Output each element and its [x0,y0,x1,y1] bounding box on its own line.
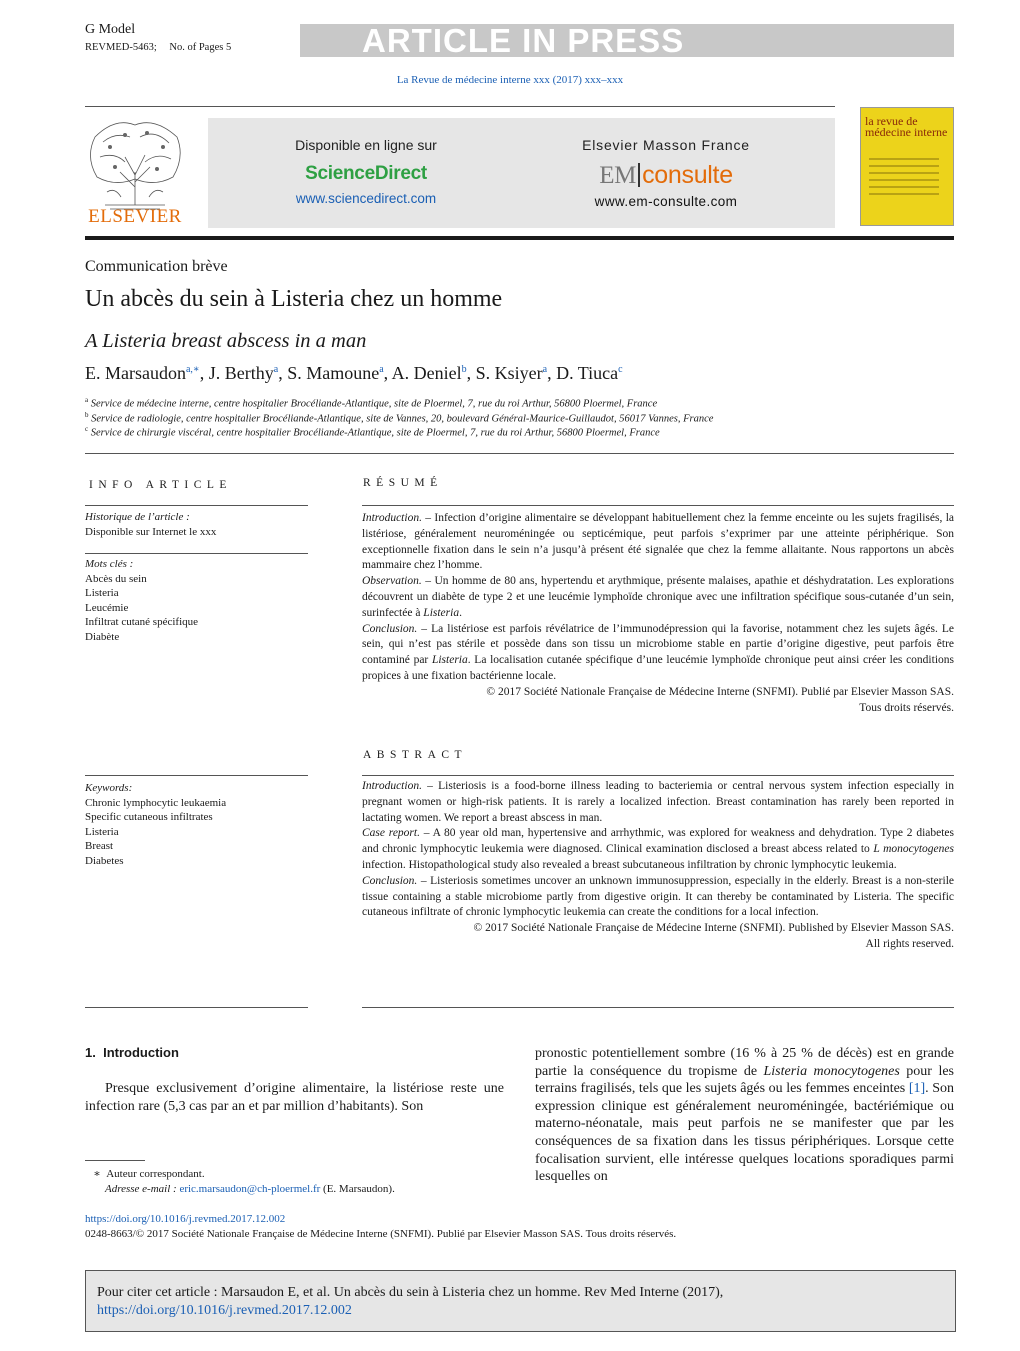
info-divider [85,1007,308,1008]
cover-title: la revue de médecine interne [865,114,948,139]
keyword: Diabète [85,630,120,643]
email-link[interactable]: eric.marsaudon@ch-ploermel.fr [179,1182,321,1195]
resume-divider [362,505,954,506]
header-thick-divider [85,236,954,240]
available-online-label: Disponible en ligne sur [295,137,437,153]
sciencedirect-block [256,118,476,206]
article-history: Historique de l’article : Disponible sur Internet le xxx [85,511,217,538]
journal-cover-thumbnail[interactable] [860,107,954,226]
resume-copyright: © 2017 Société Nationale Française de Médecine Interne (SNFMI). Publié par Elsevier Masson SAS. [486,685,954,698]
article-ref [85,42,241,53]
doi-block [85,1212,676,1242]
corresponding-author-footnote: ∗ Auteur correspondant. Adresse e-mail : eric.marsaudon@ch-ploermel.fr (E. Marsaudon). [93,1168,395,1195]
author[interactable]: S. Ksiyer [475,363,543,383]
keywords-fr: Mots clés : Abcès du sein Listeria Leucémie Infiltrat cutané spécifique Diabète [85,557,308,644]
article-type: Communication brève [85,258,228,275]
body-paragraph-left: Presque exclusivement d’origine alimentaire, la listériose reste une infection rare (5,3 cas par an et par million d’habitants). Son [85,1081,504,1114]
doi-link[interactable]: https://doi.org/10.1016/j.revmed.2017.12.002 [85,1213,286,1225]
info-article-heading: INFO ARTICLE [89,479,232,491]
info-divider [85,553,308,554]
citation-box: Pour citer cet article : Marsaudon E, et al. Un abcès du sein à Listeria chez un homme. Rev Med Interne (2017), https://doi.org/10.1016/j.revmed.2017.12.002 [85,1270,956,1332]
cover-text-lines [869,158,939,200]
citation-doi-link[interactable]: https://doi.org/10.1016/j.revmed.2017.12.002 [97,1303,352,1318]
keyword: Diabetes [85,854,124,867]
publisher-header-box [208,118,835,228]
author[interactable]: E. Marsaudon [85,363,186,383]
g-model-label: G Model [85,22,136,37]
author[interactable]: A. Deniel [391,363,462,383]
affiliation: $^c$ Service de chirurgie viscéral, centre hospitalier Brocéliande-Atlantique, site de Ploermel, 7, rue du roi Arthur, 56800 Ploermel, France [85,425,660,439]
sciencedirect-link[interactable]: www.sciencedirect.com [295,191,437,206]
header-divider [85,106,835,107]
em-consulte-logo[interactable]: EM consulte [599,161,733,189]
body-paragraph-right: pronostic potentiellement sombre (16 % à 25 % de décès) est en grande partie la conséquence du tropisme de Listeria monocytogenes pour les terrains fragilisés, tels que les sujets âgés ou les femmes enceintes [1]. Son expression clinique est généralement neuroméningée, bactériémique ou materno-néonatale, mais peut parfois ne se manifester que par les conséquences de sa fixation dans les tissus périphériques. Lorsque cette focalisation survient, elle intéresse quelques locations sporadiques parmi lesquelles on [535,1046,954,1185]
sciencedirect-logo[interactable]: ScienceDirect [305,163,427,184]
keyword: Leucémie [85,601,129,614]
author[interactable]: D. Tiuca [556,363,619,383]
abstract-copyright: © 2017 Société Nationale Française de Médecine Interne (SNFMI). Published by Elsevier Masson SAS. [473,922,954,935]
elsevier-masson-label: Elsevier Masson France [582,137,750,153]
page-count: No. of Pages 5 [169,42,232,53]
abstract-divider [362,1007,954,1008]
keyword: Specific cutaneous infiltrates [85,811,213,823]
reference-link[interactable]: [1] [908,1081,926,1097]
info-divider [85,775,308,776]
affiliation: $^a$ Service de médecine interne, centre hospitalier Brocéliande-Atlantique, site de Ploermel, 7, rue du roi Arthur, 56800 Ploermel, France [85,396,658,410]
keywords-en: Keywords: Chronic lymphocytic leukaemia Specific cutaneous infiltrates Listeria Breast Diabetes [85,781,308,868]
elsevier-wordmark: ELSEVIER [88,206,182,227]
em-consulte-link[interactable]: www.em-consulte.com [594,194,738,209]
keyword: Listeria [85,587,119,599]
issn-line: 0248-8663/© 2017 Société Nationale Française de Médecine Interne (SNFMI). Publié par Elsevier Masson SAS. Tous droits réservés. [85,1228,677,1240]
author[interactable]: S. Mamoune [287,363,380,383]
section-heading: 1. Introduction [85,1045,179,1060]
author[interactable]: J. Berthy [208,363,274,383]
abstract-heading: ABSTRACT [363,749,468,761]
keyword: Abcès du sein [85,572,147,585]
resume-text: Introduction. – Infection d’origine alimentaire se développant habituellement chez la femme enceinte ou les sujets fragilisés, la listériose, généralement neuroméningée ou septicémique, peut parfois s’exprimer par une atteinte périphérique. Son exceptionnelle fixation dans le sein n’a jusqu’à présent été signalée que chez la femme allaitante. Nous rapportons un abcès mammaire chez l’homme. Observation. – Un homme de 80 ans, hypertendu et arythmique, présente malaises, apathie et déshydratation. Les explorations découvrent un diabète de type 2 et une leucémie lymphoïde chronique avec une infiltration spécifique sous-cutanée d’un sein, surinfectée à Listeria. Conclusion. – La listériose est parfois révélatrice de l’immunodépression qui la favorise, notamment chez les sujets âgés. Le sein, qui n’est pas stérile et possède dans son tissu un microbiome stable en partie d’origine digestive, peut parfois être contaminé par Listeria. La localisation cutanée spécifique d’une leucémie lymphoïde chronique peut ainsi créer les conditions propices à une fixation bactérienne locale. © 2017 Société Nationale Française de Médecine Interne (SNFMI). Publié par Elsevier Masson SAS. Tous droits réservés. [362,511,954,716]
abstract-divider [362,775,954,776]
article-in-press-banner: ARTICLE IN PRESS [300,24,954,57]
article-title-english: A Listeria breast abscess in a man [85,330,367,352]
abstract-rights: All rights reserved. [865,937,954,950]
article-title: Un abcès du sein à Listeria chez un homme [85,286,503,312]
keyword: Listeria [85,825,119,838]
resume-heading: RÉSUMÉ [363,477,443,489]
author-list: E. Marsaudon$^{a,∗}$, J. Berthy$^a$, S. Mamoune$^a$, A. Deniel$^b$, S. Ksiyer$^a$, D. Tiuca$^c$ [85,363,623,383]
ref-id: REVMED-5463; [85,42,157,53]
affiliation: $^b$ Service de radiologie, centre hospitalier Brocéliande-Atlantique, site de Vannes, 20, boulevard Général-Maurice-Guillaudot, 56017 Vannes, France [85,411,714,425]
em-consulte-block [546,118,786,209]
resume-rights: Tous droits réservés. [859,701,954,714]
keyword: Infiltrat cutané spécifique [85,616,199,628]
footnote-divider [85,1160,145,1161]
journal-citation-line[interactable]: La Revue de médecine interne xxx (2017) xxx–xxx [396,74,624,86]
abstract-text: Introduction. – Listeriosis is a food-borne illness leading to bacteriemia or central nervous system infection especially in pregnant women or high-risk patients. It is rarely a localized infection. Breast contamination has rarely been reported in lactating women. We report a breast abscess in man. Case report. – A 80 year old man, hypertensive and arrhythmic, was explored for weakness and dehydration. Type 2 diabetes and chronic lymphocytic leukemia were diagnosed. Clinical examination disclosed a breast abcess related to L monocytogenes infection. Histopathological study also revealed a breast subcutaneous infiltration by chronic lymphocytic leukemia. Conclusion. – Listeriosis sometimes uncover an unknown immunosuppression, especially in the elderly. Breast is a non-sterile tissue containing a stable microbiome partly from digestive origin. It can thereby be contaminated by Listeria. The specific cutaneous infiltrate of chronic lymphocytic leukemia can create the conditions for a local infection. © 2017 Société Nationale Française de Médecine Interne (SNFMI). Published by Elsevier Masson SAS. All rights reserved. [362,779,954,953]
keyword: Breast [85,840,114,852]
keyword: Chronic lymphocytic leukaemia [85,796,227,809]
info-divider [85,505,308,506]
title-divider [85,453,954,454]
